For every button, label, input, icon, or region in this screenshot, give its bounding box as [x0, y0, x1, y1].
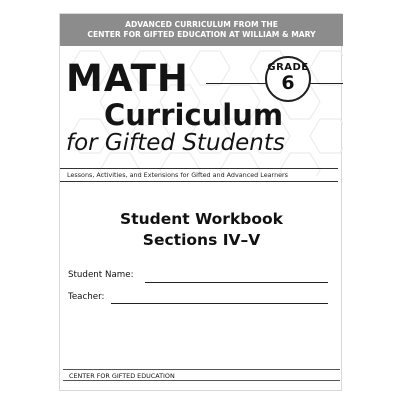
banner-line-2: CENTER FOR GIFTED EDUCATION AT WILLIAM & MARY: [87, 30, 316, 39]
publisher-name: CENTER FOR GIFTED EDUCATION: [69, 372, 175, 380]
grade-number: 6: [281, 72, 295, 94]
subtitle: Lessons, Activities, and Extensions for Gifted and Advanced Learners: [60, 168, 338, 182]
publisher-bar: [63, 369, 340, 381]
teacher-line: [111, 303, 328, 304]
top-banner: [60, 14, 343, 46]
workbook-sections: Sections IV–V: [142, 231, 261, 249]
workbook-title: Student Workbook: [120, 210, 283, 228]
title-math: MATH: [66, 57, 189, 100]
grade-badge: [265, 56, 311, 102]
workbook-heading: [60, 209, 343, 251]
title-block: [60, 46, 343, 176]
banner-line-1: ADVANCED CURRICULUM FROM THE: [125, 20, 278, 29]
student-name-line: [145, 282, 328, 283]
grade-label: GRADE: [267, 62, 309, 73]
book-cover: [59, 13, 342, 391]
title-gifted-students: for Gifted Students: [66, 130, 285, 156]
title-curriculum: Curriculum: [104, 98, 284, 132]
student-name-label: Student Name:: [68, 270, 134, 280]
teacher-label: Teacher:: [68, 292, 105, 302]
